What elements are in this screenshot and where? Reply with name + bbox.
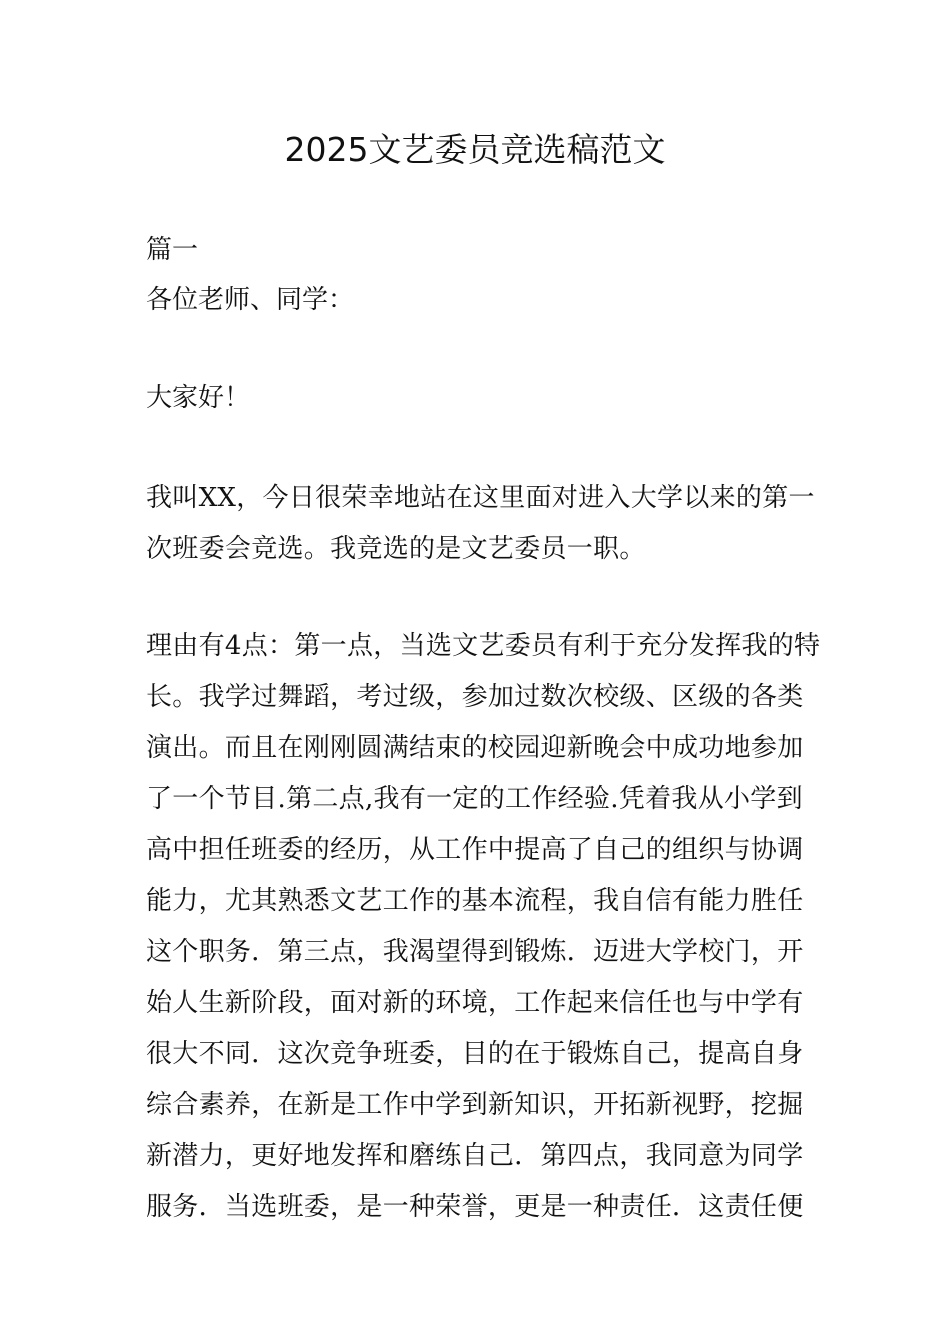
paragraph-line: 理由有4点：第一点，当选文艺委员有利于充分发挥我的特 — [146, 631, 821, 661]
paragraph-line: 长。我学过舞蹈，考过级，参加过数次校级、区级的各类 — [146, 682, 804, 712]
paragraph-line: 综合素养，在新是工作中学到新知识，开拓新视野，挖掘 — [146, 1090, 804, 1120]
paragraph-line: 次班委会竞选。我竞选的是文艺委员一职。 — [146, 534, 646, 564]
paragraph-line: 我叫XX，今日很荣幸地站在这里面对进入大学以来的第一 — [146, 483, 815, 513]
paragraph-line: 演出。而且在刚刚圆满结束的校园迎新晚会中成功地参加 — [146, 733, 804, 763]
paragraph-line: 始人生新阶段，面对新的环境，工作起来信任也与中学有 — [146, 988, 804, 1018]
paragraph-line: 新潜力，更好地发挥和磨练自己．第四点，我同意为同学 — [146, 1141, 804, 1171]
paragraph-line: 服务．当选班委，是一种荣誉，更是一种责任．这责任便 — [146, 1192, 804, 1222]
document-title: 2025文艺委员竞选稿范文 — [284, 130, 666, 169]
paragraph-line: 很大不同．这次竞争班委，目的在于锻炼自己，提高自身 — [146, 1039, 804, 1069]
section-label: 篇一 — [146, 235, 199, 265]
paragraph-intro — [146, 473, 814, 575]
paragraph-line: 这个职务．第三点，我渴望得到锻炼．迈进大学校门，开 — [146, 937, 804, 967]
greeting: 大家好！ — [146, 383, 251, 413]
paragraph-reasons — [146, 621, 821, 1233]
paragraph-line: 高中担任班委的经历，从工作中提高了自己的组织与协调 — [146, 835, 804, 865]
paragraph-line: 能力，尤其熟悉文艺工作的基本流程，我自信有能力胜任 — [146, 886, 804, 916]
salutation: 各位老师、同学： — [146, 285, 355, 315]
paragraph-line: 了一个节目.第二点,我有一定的工作经验.凭着我从小学到 — [146, 784, 803, 814]
